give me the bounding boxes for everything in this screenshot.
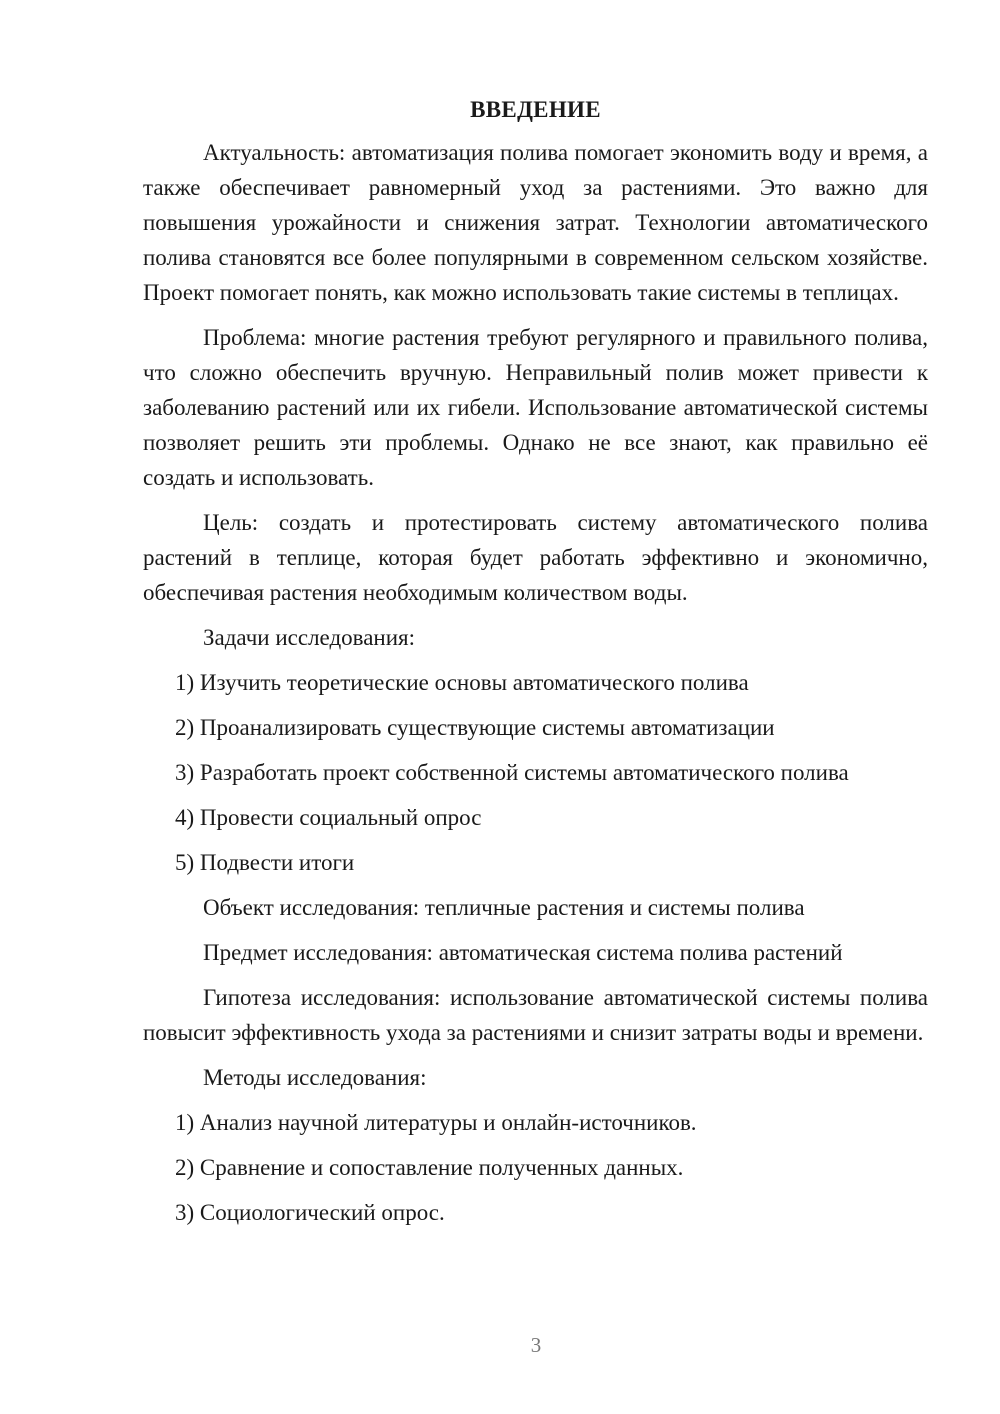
section-title: ВВЕДЕНИЕ (470, 97, 601, 122)
document-page (143, 92, 928, 1240)
paragraph-subject: Предмет исследования: автоматическая система полива растений (203, 940, 843, 965)
list-item: 5) Подвести итоги (175, 850, 355, 875)
tasks-heading: Задачи исследования: (203, 625, 416, 650)
paragraph-goal: Цель: создать и протестировать систему автоматического полива растений в теплице, которая будет работать эффективно и экономично, обеспечивая растения необходимым количеством воды. (143, 510, 928, 605)
methods-heading: Методы исследования: (203, 1065, 427, 1090)
paragraph-problem: Проблема: многие растения требуют регулярного и правильного полива, что сложно обеспечить вручную. Неправильный полив может привести к заболеванию растений или их гибели. Использование автоматической системы позволяет решить эти проблемы. Однако не все знают, как правильно её создать и использовать. (143, 325, 928, 490)
tasks-list (143, 665, 928, 880)
list-item: 3) Разработать проект собственной системы автоматического полива (175, 760, 849, 785)
list-item: 3) Социологический опрос. (175, 1200, 445, 1225)
paragraph-hypothesis: Гипотеза исследования: использование автоматической системы полива повысит эффективность ухода за растениями и снизит затраты воды и времени. (143, 985, 928, 1045)
list-item: 4) Провести социальный опрос (175, 805, 482, 830)
paragraph-relevance: Актуальность: автоматизация полива помогает экономить воду и время, а также обеспечивает равномерный уход за растениями. Это важно для повышения урожайности и снижения затрат. Технологии автоматического полива становятся все более популярными в современном сельском хозяйстве. Проект помогает понять, как можно использовать такие системы в теплицах. (143, 140, 928, 305)
list-item: 1) Анализ научной литературы и онлайн-источников. (175, 1110, 697, 1135)
page-number: 3 (530, 1333, 542, 1357)
paragraph-object: Объект исследования: тепличные растения и системы полива (203, 895, 805, 920)
methods-list (143, 1105, 928, 1230)
list-item: 2) Сравнение и сопоставление полученных данных. (175, 1155, 684, 1180)
list-item: 2) Проанализировать существующие системы автоматизации (175, 715, 775, 740)
list-item: 1) Изучить теоретические основы автоматического полива (175, 670, 749, 695)
